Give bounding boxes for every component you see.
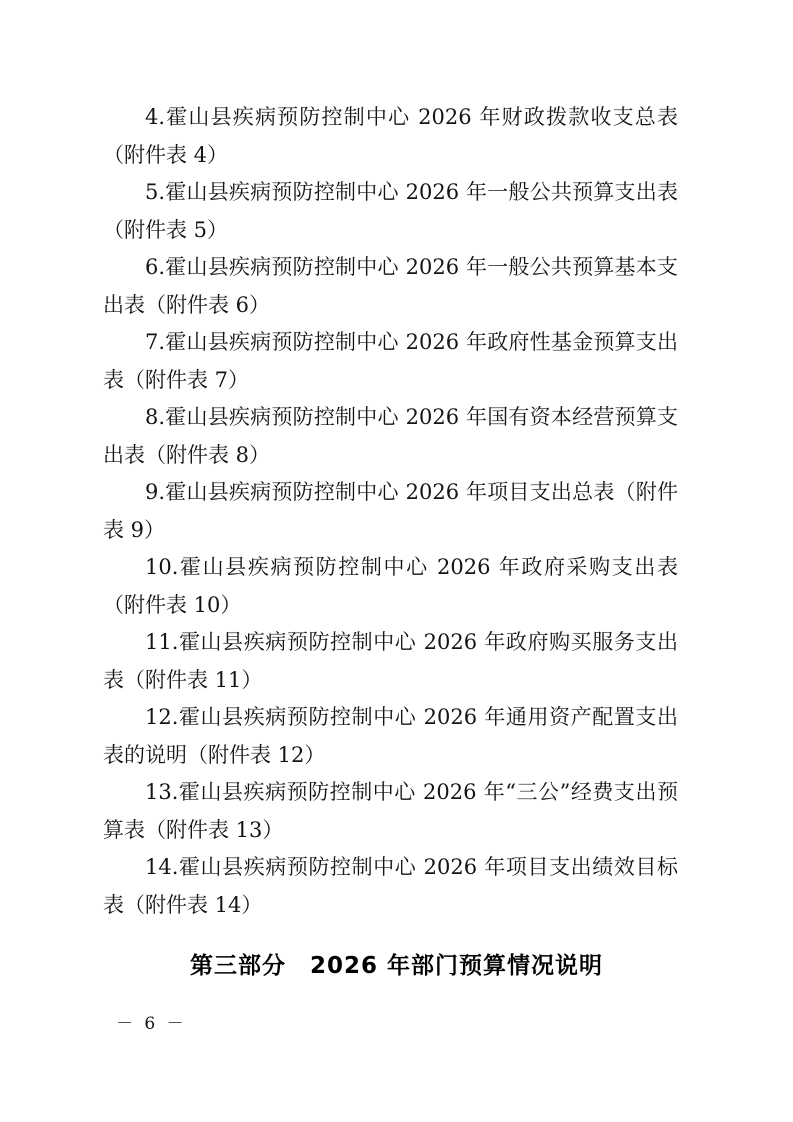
attachment-list-item: 8.霍山县疾病预防控制中心 2026 年国有资本经营预算支出表（附件表 8） bbox=[103, 405, 678, 467]
attachment-list-item: 4.霍山县疾病预防控制中心 2026 年财政拨款收支总表（附件表 4） bbox=[103, 105, 678, 167]
attachment-list-item: 5.霍山县疾病预防控制中心 2026 年一般公共预算支出表（附件表 5） bbox=[103, 180, 678, 242]
attachment-list-item: 12.霍山县疾病预防控制中心 2026 年通用资产配置支出表的说明（附件表 12） bbox=[103, 705, 678, 767]
attachment-table-list bbox=[103, 99, 678, 924]
page-number: － 6 － bbox=[116, 1014, 187, 1034]
attachment-list-item: 14.霍山县疾病预防控制中心 2026 年项目支出绩效目标表（附件表 14） bbox=[103, 855, 678, 917]
attachment-list-item: 11.霍山县疾病预防控制中心 2026 年政府购买服务支出表（附件表 11） bbox=[103, 630, 678, 692]
attachment-list-item: 7.霍山县疾病预防控制中心 2026 年政府性基金预算支出表（附件表 7） bbox=[103, 330, 678, 392]
attachment-list-item: 13.霍山县疾病预防控制中心 2026 年“三公”经费支出预算表（附件表 13） bbox=[103, 780, 678, 842]
attachment-list-item: 10.霍山县疾病预防控制中心 2026 年政府采购支出表（附件表 10） bbox=[103, 555, 678, 617]
attachment-list-item: 6.霍山县疾病预防控制中心 2026 年一般公共预算基本支出表（附件表 6） bbox=[103, 255, 678, 317]
section-heading: 第三部分 2026 年部门预算情况说明 bbox=[189, 953, 604, 979]
attachment-list-item: 9.霍山县疾病预防控制中心 2026 年项目支出总表（附件表 9） bbox=[103, 480, 678, 542]
